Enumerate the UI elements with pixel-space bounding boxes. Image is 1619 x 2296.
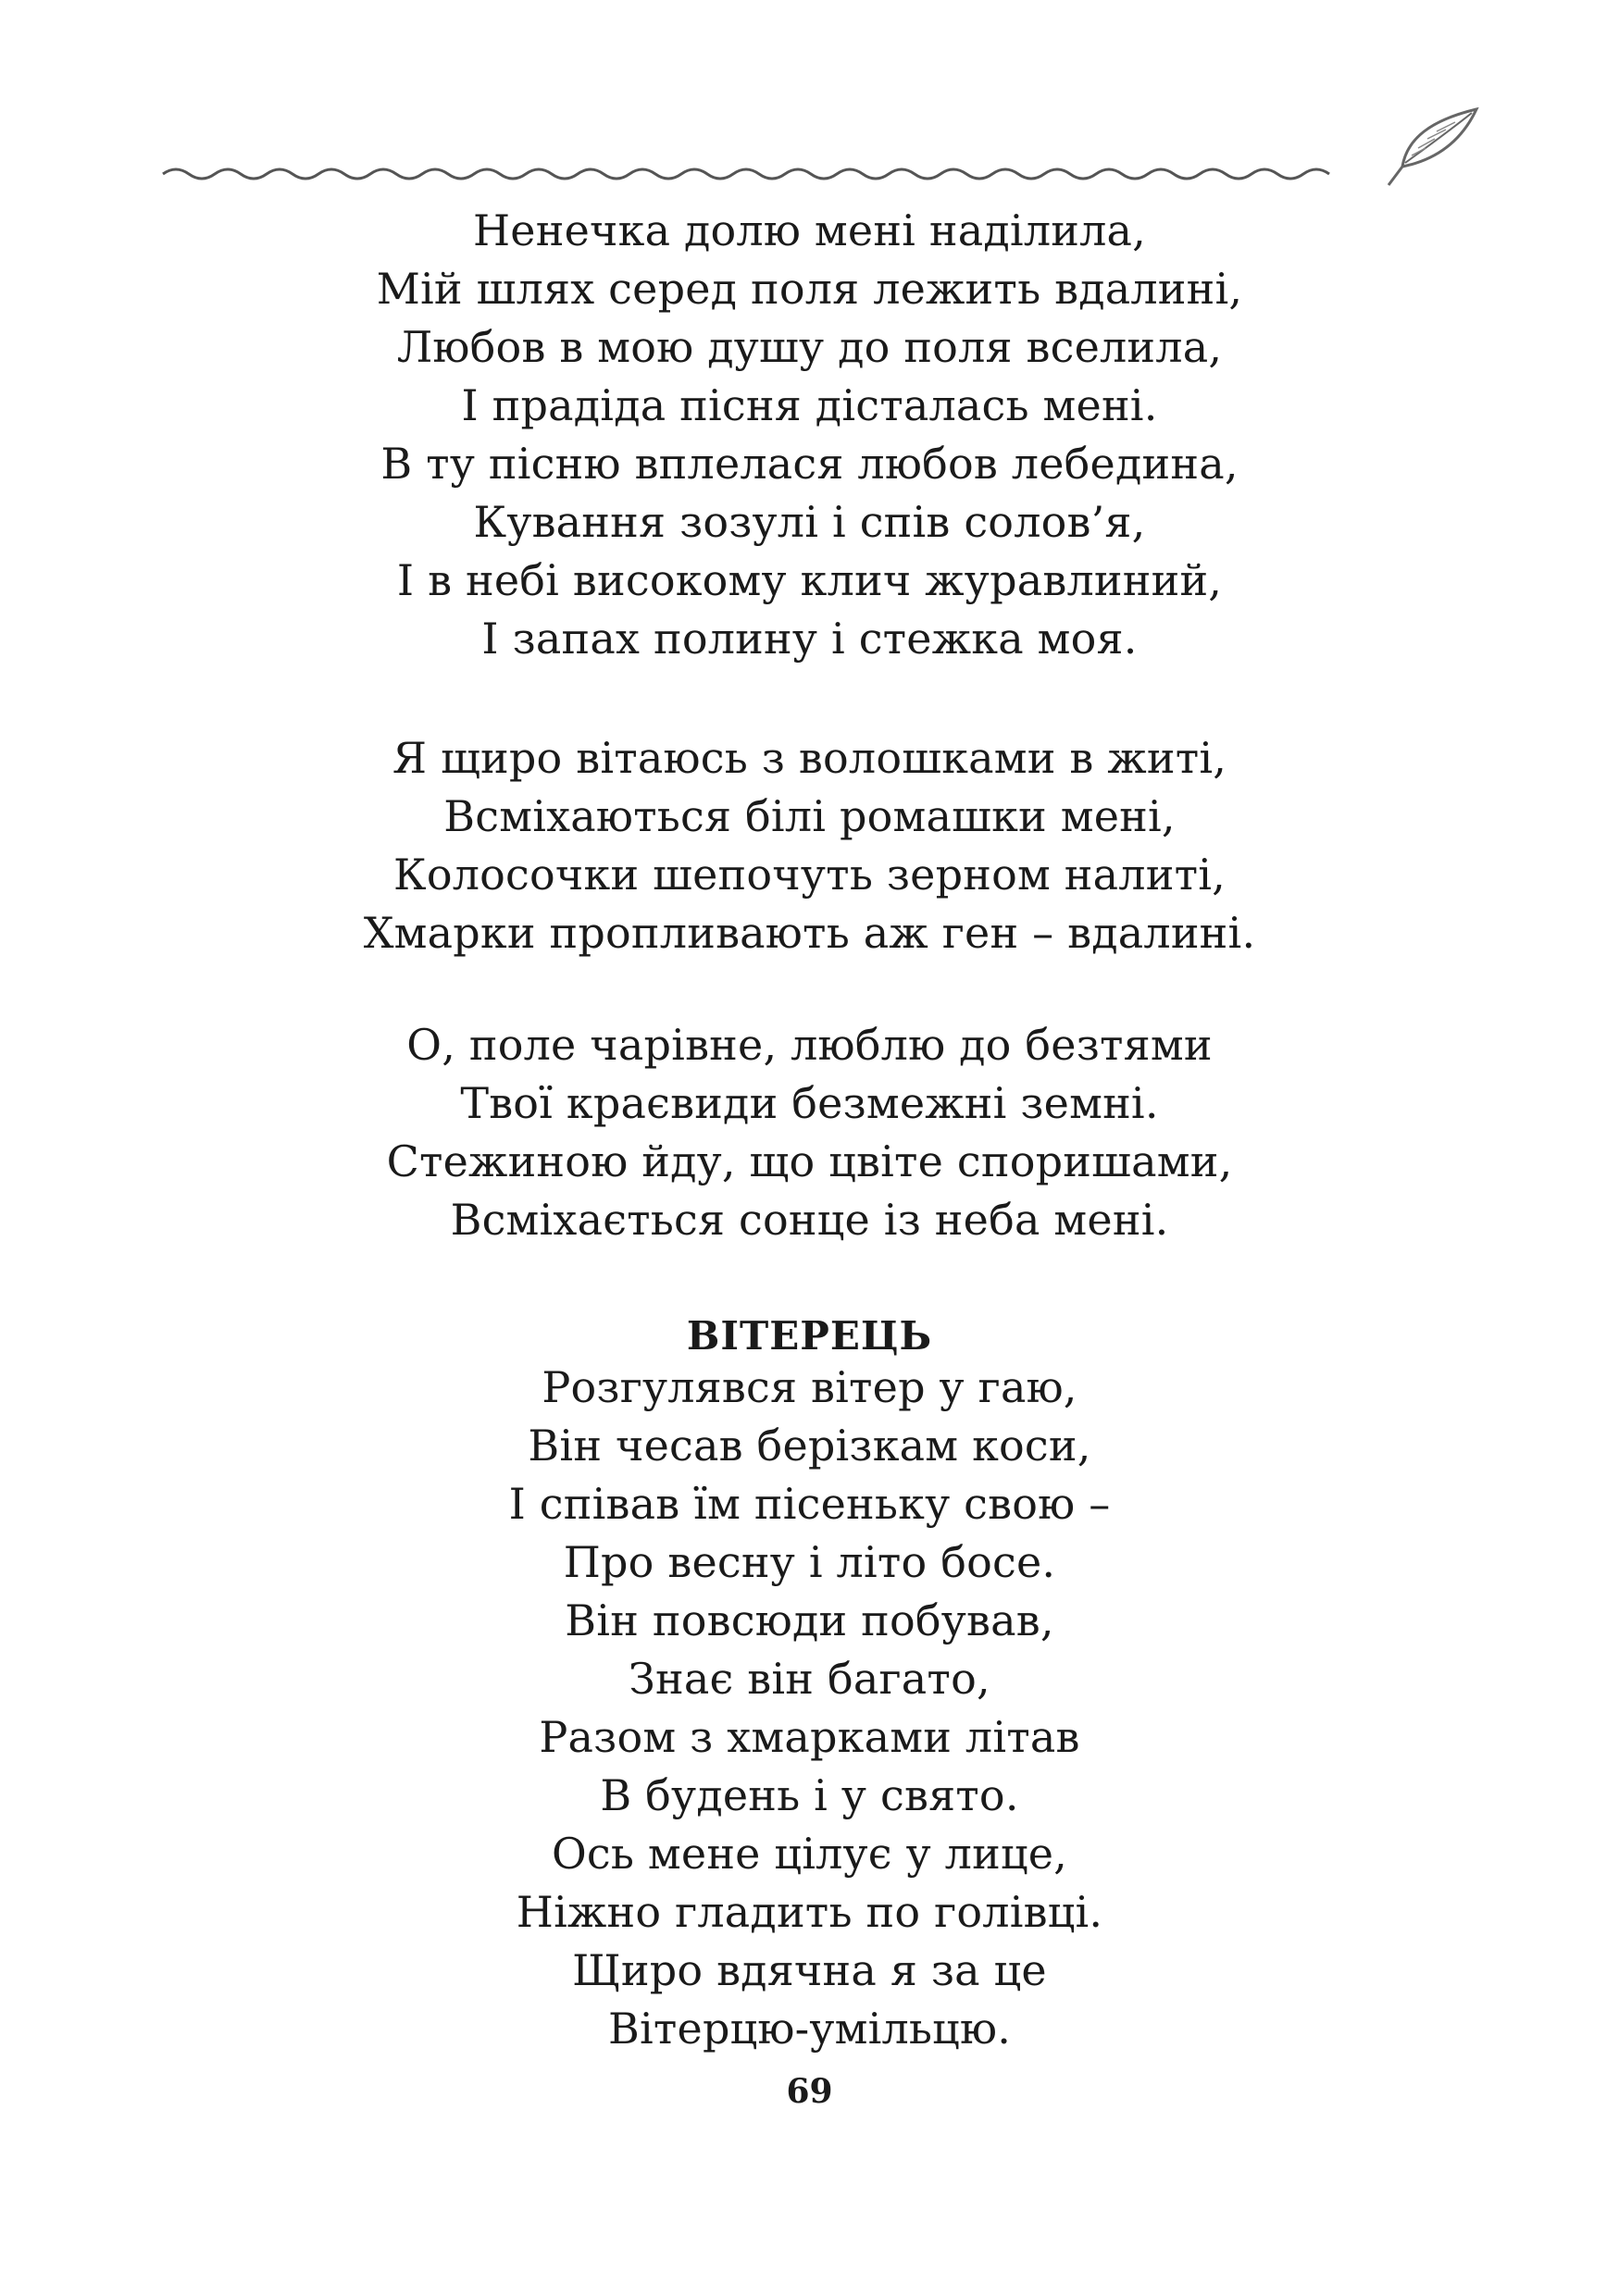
header-ornament [0,0,1619,222]
poem-line: Твої краєвиди безмежні земні. [460,1078,1159,1128]
poem-2-body [0,1359,1619,2058]
feather-quill-icon [1389,109,1476,185]
poem-line: Ось мене цілує у лице, [551,1829,1067,1879]
poem-1-stanza-3 [0,1016,1619,1249]
poem-1-stanza-2 [0,729,1619,962]
poem-line: Ніжно гладить по голівці. [516,1887,1103,1937]
poem-line: Всміхається сонце із неба мені. [450,1195,1169,1245]
poem-line: Разом з хмарками літав [539,1712,1080,1762]
poem-line: І в небі високому клич журавлиний, [396,555,1223,605]
poem-line: В ту пісню вплелася любов лебедина, [380,439,1239,489]
poem-line: Стежиною йду, що цвіте споришами, [386,1136,1233,1186]
poem-line: І запах полину і стежка моя. [481,614,1138,664]
poem-line: Хмарки пропливають аж ген – вдалині. [363,908,1256,958]
poem-line: В будень і у свято. [600,1770,1019,1820]
poem-line: Кування зозулі і спів солов’я, [473,497,1146,547]
poem-line: Любов в мою душу до поля вселила, [396,322,1223,372]
poem-line: Знає він багато, [629,1654,990,1704]
poem-line: Колосочки шепочуть зерном налиті, [393,850,1226,900]
poem-line: Він чесав берізкам коси, [528,1421,1091,1471]
poem-line: Я щиро вітаюсь з волошками в житі, [392,733,1227,783]
poem-line: Щиро вдячна я за це [572,1945,1047,1995]
poem-line: Всміхаються білі ромашки мені, [443,791,1176,841]
poem-2-title: ВІТЕРЕЦЬ [686,1313,933,1359]
poem-line: Він повсюди побував, [565,1595,1054,1645]
page-number: 69 [786,2072,833,2111]
poem-line: О, поле чарівне, люблю до безтями [406,1020,1213,1070]
poem-line: Про весну і літо босе. [563,1537,1056,1587]
poem-line: Розгулявся вітер у гаю, [542,1362,1077,1412]
poem-1-stanza-1 [0,202,1619,668]
poem-line: Ненечка долю мені наділила, [472,205,1146,255]
poem-line: І співав їм пісеньку свою – [508,1479,1111,1529]
wavy-divider [163,169,1329,179]
poem-line: І прадіда пісня дісталась мені. [461,380,1158,430]
poem-line: Вітерцю-умільцю. [607,2004,1012,2054]
poem-line: Мій шлях серед поля лежить вдалині, [376,264,1243,314]
